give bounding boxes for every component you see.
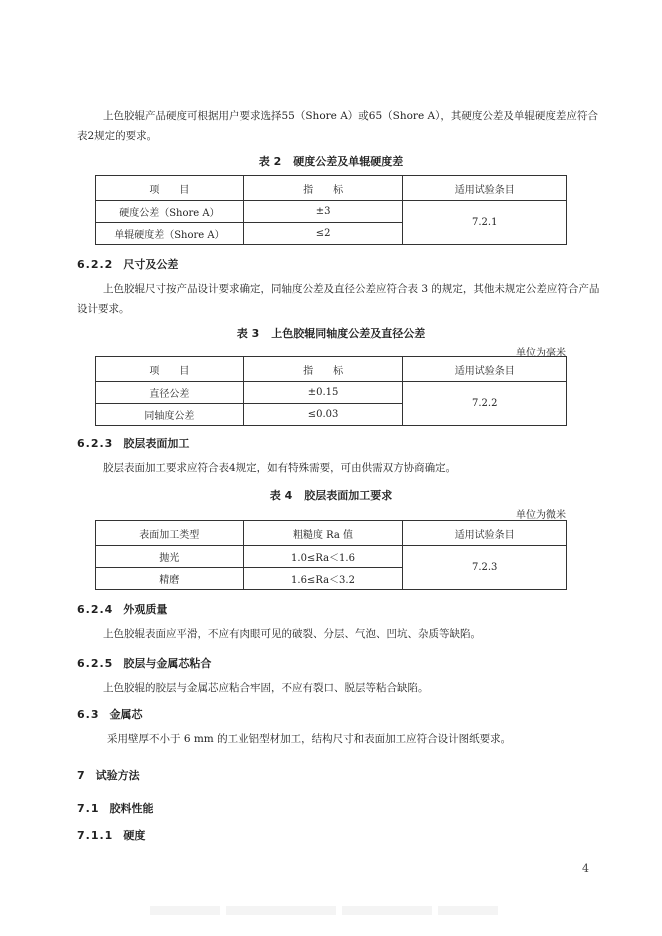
table-header-value: 粗糙度 Ra 值 — [243, 521, 403, 546]
table4-unit: 单位为微米 — [516, 510, 566, 521]
table3-title: 上色胶辊同轴度公差及直径公差 — [271, 327, 426, 340]
section-title: 试验方法 — [95, 769, 140, 782]
footer-watermark — [150, 906, 510, 918]
table-cell-item: 硬度公差（Shore A） — [96, 201, 244, 223]
table-header-clause: 适用试验条目 — [403, 357, 567, 382]
section-number: 7.1.1 — [77, 829, 114, 842]
table2-number: 表 2 — [258, 155, 282, 168]
section-title: 胶层与金属芯粘合 — [123, 657, 212, 670]
table-header-value: 指 标 — [243, 176, 403, 201]
table-header-clause: 适用试验条目 — [403, 521, 567, 546]
section-7-heading — [77, 767, 140, 783]
page-number: 4 — [582, 862, 589, 875]
table-header-clause: 适用试验条目 — [403, 176, 567, 201]
section-title: 硬度 — [123, 829, 146, 842]
table3-number: 表 3 — [236, 327, 260, 340]
section-6-2-5-text: 上色胶辊的胶层与金属芯应粘合牢固，不应有裂口、脱层等粘合缺陷。 — [103, 682, 429, 694]
intro-paragraph: 上色胶辊产品硬度可根据用户要求选择55（Shore A）或65（Shore A），其硬度公差及单辊硬度差应符合表2规定的要求。 — [77, 110, 598, 142]
table-header-item: 项 目 — [96, 176, 244, 201]
section-6-2-2-text: 上色胶辊尺寸按产品设计要求确定，同轴度公差及直径公差应符合表 3 的规定，其他未规定公差应符合产品设计要求。 — [77, 283, 600, 315]
table-row — [96, 546, 567, 568]
table2 — [95, 175, 567, 245]
table-cell-value: ≤0.03 — [243, 404, 403, 426]
table-cell-value: 1.6≤Ra＜3.2 — [243, 568, 403, 590]
section-6-2-3-text: 胶层表面加工要求应符合表4规定，如有特殊需要，可由供需双方协商确定。 — [103, 462, 457, 474]
table-cell-value: 1.0≤Ra＜1.6 — [243, 546, 403, 568]
table-header-value: 指 标 — [243, 357, 403, 382]
section-number: 6.3 — [77, 708, 100, 721]
table-header-item: 表面加工类型 — [96, 521, 244, 546]
section-title: 胶层表面加工 — [123, 437, 190, 450]
section-6-2-4-heading — [77, 601, 167, 617]
section-6-2-4-text: 上色胶辊表面应平滑，不应有肉眼可见的破裂、分层、气泡、凹坑、杂质等缺陷。 — [103, 628, 481, 640]
section-number: 6.2.5 — [77, 657, 114, 670]
section-title: 金属芯 — [109, 708, 143, 721]
section-7-1-heading — [77, 800, 154, 816]
section-number: 6.2.3 — [77, 437, 114, 450]
table3-caption — [0, 325, 662, 341]
table-cell-item: 直径公差 — [96, 382, 244, 404]
section-number: 6.2.2 — [77, 258, 114, 271]
table3 — [95, 356, 567, 426]
section-number: 7 — [77, 769, 86, 782]
table-cell-value: ≤2 — [243, 223, 403, 245]
table3-unit: 单位为毫米 — [516, 348, 566, 359]
section-number: 6.2.4 — [77, 603, 114, 616]
section-6-2-3-heading — [77, 435, 189, 451]
table-cell-value: ±3 — [243, 201, 403, 223]
table-cell-item: 同轴度公差 — [96, 404, 244, 426]
section-6-2-5-heading — [77, 655, 211, 671]
section-6-3-text: 采用壁厚不小于 6 mm 的工业铝型材加工，结构尺寸和表面加工应符合设计图纸要求。 — [107, 733, 512, 745]
section-6-3-heading — [77, 706, 143, 722]
section-7-1-1-heading — [77, 827, 145, 843]
table-cell-clause: 7.2.1 — [403, 201, 567, 245]
section-title: 外观质量 — [123, 603, 168, 616]
table2-caption — [0, 153, 662, 169]
table4-caption — [0, 487, 662, 503]
table4-title: 胶层表面加工要求 — [304, 489, 393, 502]
section-title: 尺寸及公差 — [123, 258, 179, 271]
table-header-row — [96, 521, 567, 546]
table-header-row — [96, 176, 567, 201]
table4 — [95, 520, 567, 590]
table-cell-item: 精磨 — [96, 568, 244, 590]
table-header-item: 项 目 — [96, 357, 244, 382]
table-header-row — [96, 357, 567, 382]
table4-number: 表 4 — [269, 489, 293, 502]
table-cell-clause: 7.2.2 — [403, 382, 567, 426]
table-cell-value: ±0.15 — [243, 382, 403, 404]
table-row — [96, 201, 567, 223]
table-cell-item: 抛光 — [96, 546, 244, 568]
section-title: 胶料性能 — [109, 802, 154, 815]
section-6-2-2-heading — [77, 256, 178, 272]
table-row — [96, 382, 567, 404]
table-cell-clause: 7.2.3 — [403, 546, 567, 590]
section-number: 7.1 — [77, 802, 100, 815]
table-cell-item: 单辊硬度差（Shore A） — [96, 223, 244, 245]
table2-title: 硬度公差及单辊硬度差 — [293, 155, 404, 168]
